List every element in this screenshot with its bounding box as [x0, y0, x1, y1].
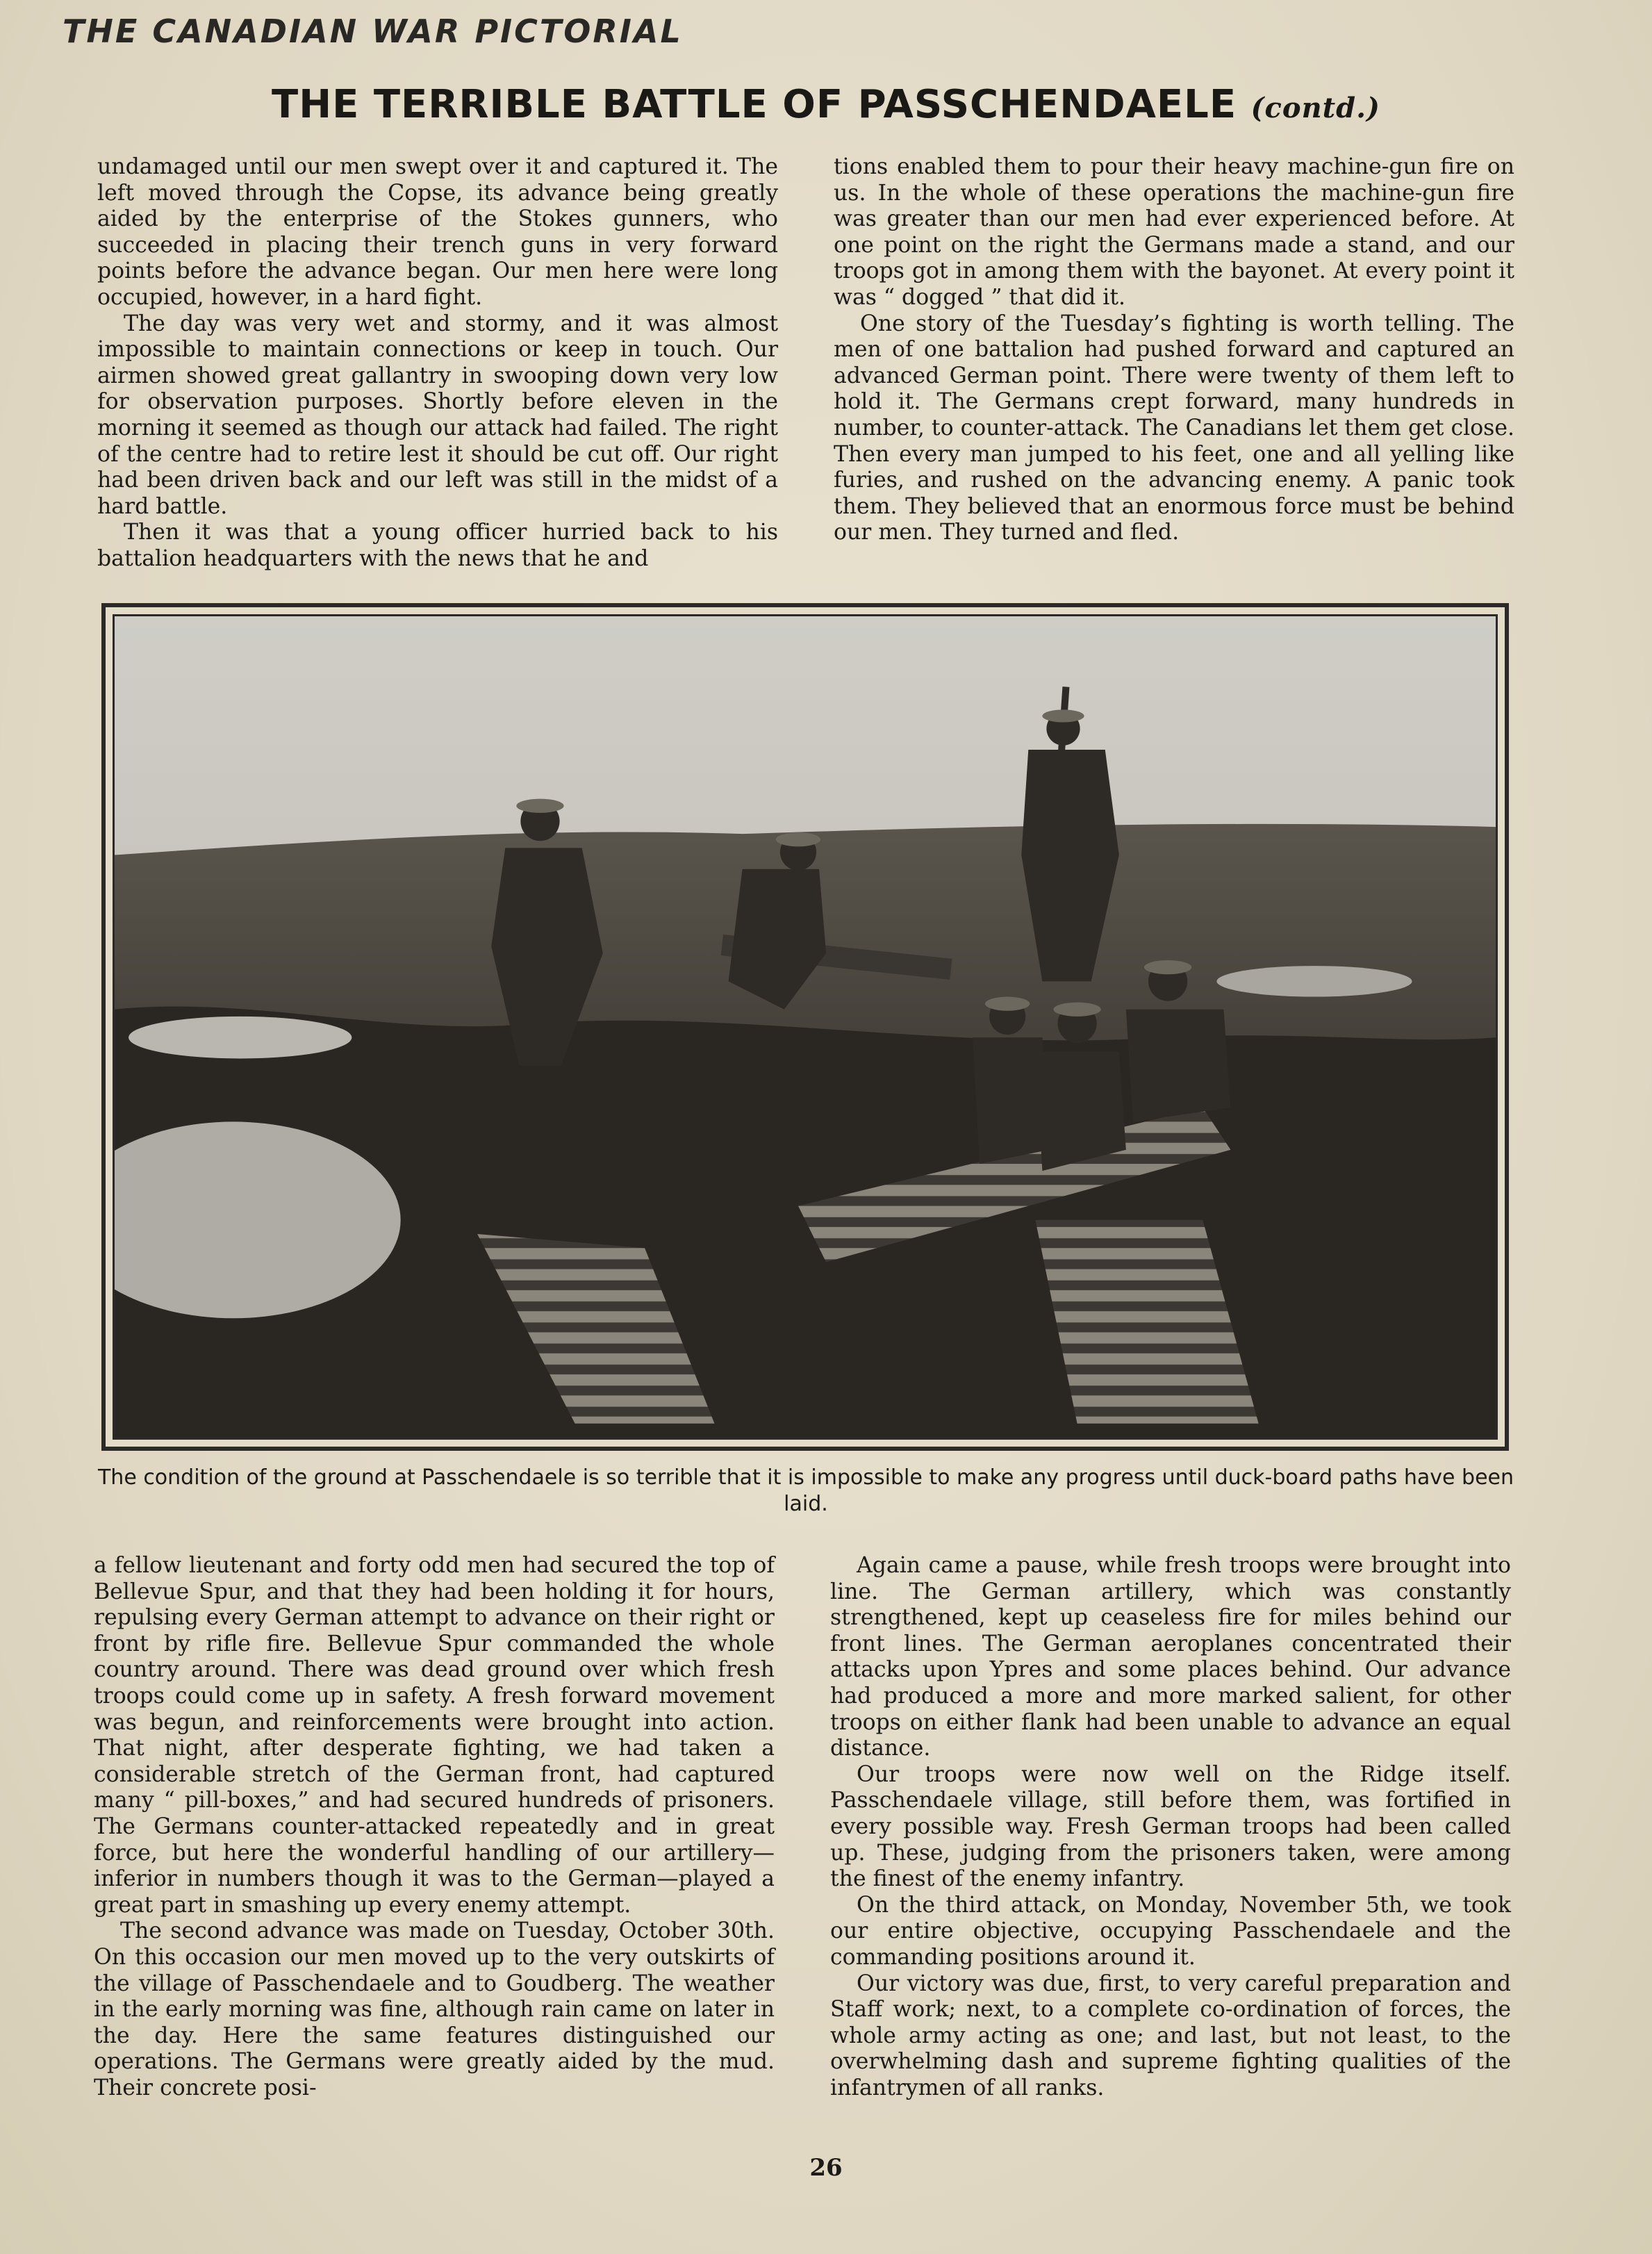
paragraph: The second advance was made on Tuesday, October 30th. On this occasion our men moved up to the very outskirts of the village of Passchendaele and to Goudberg. The weather in the early morning was fine, although rain came on later in the day. Here the same features distinguished our operations. The Germans were greatly aided by the mud. Their concrete posi- — [94, 1918, 775, 2100]
paragraph: Our troops were now well on the Ridge itself. Passchendaele village, still before them, was fortified in every possible way. Fresh German troops had been called up. These, judging from the prisoners taken, were among the finest of the enemy infantry. — [830, 1761, 1511, 1892]
paragraph: On the third attack, on Monday, November 5th, we took our entire objective, occupying Passchendaele and the commanding positions around it. — [830, 1892, 1511, 1970]
paragraph: tions enabled them to pour their heavy machine-gun fire on us. In the whole of these operations the machine-gun fire was greater than our men had ever experienced before. At one point on the right the Germans made a stand, and our troops got in among them with the bayonet. At every point it was “ dogged ” that did it. — [834, 154, 1514, 310]
text-column-top-left — [97, 154, 778, 573]
text-column-bottom-right — [830, 1553, 1511, 2101]
paragraph: Our victory was due, first, to very careful preparation and Staff work; next, to a complete co-ordination of forces, the whole army acting as one; and last, but not least, to the overwhelming dash and supreme fighting qualities of the infantrymen of all ranks. — [830, 1971, 1511, 2100]
paragraph: Then it was that a young officer hurried back to his battalion headquarters with the news that he and — [97, 520, 778, 571]
photo-illustration — [115, 616, 1496, 1438]
article-title — [0, 82, 1652, 127]
text-column-bottom-left — [94, 1553, 775, 2101]
battlefield-photograph — [113, 614, 1498, 1440]
photograph-frame — [101, 603, 1509, 1451]
paragraph: undamaged until our men swept over it and captured it. The left moved through the Copse, its advance being greatly aided by the enterprise of the Stokes gunners, who succeeded in placing their trench guns in very forward points before the advance began. Our men here were long occupied, however, in a hard fight. — [97, 154, 778, 310]
paragraph: Again came a pause, while fresh troops were brought into line. The German artillery, which was constantly strengthened, kept up ceaseless fire for miles behind our front lines. The German aeroplanes concentrated their attacks upon Ypres and some places behind. Our advance had produced a more and more marked salient, for other troops on either flank had been unable to advance an equal distance. — [830, 1553, 1511, 1761]
photo-caption: The condition of the ground at Passchendaele is so terrible that it is impossible to make any progress until duck-board paths have been laid. — [97, 1465, 1514, 1516]
paragraph: a fellow lieutenant and forty odd men had secured the top of Bellevue Spur, and that they had been holding it for hours, repulsing every German attempt to advance on their right or front by rifle fire. Bellevue Spur commanded the whole country around. There was dead ground over which fresh troops could come up in safety. A fresh forward movement was begun, and reinforcements were brought into action. That night, after desperate fighting, we had taken a considerable stretch of the German front, had captured many “ pill-boxes,” and had secured hundreds of prisoners. The Germans counter-attacked repeatedly and in great force, but here the wonderful handling of our artillery—inferior in numbers though it was to the German—played a great part in smashing up every enemy attempt. — [94, 1553, 775, 1918]
paragraph: The day was very wet and stormy, and it was almost impossible to maintain connections or keep in touch. Our airmen showed great gallantry in swooping down very low for observation purposes. Shortly before eleven in the morning it seemed as though our attack had failed. The right of the centre had to retire lest it should be cut off. Our right had been driven back and our left was still in the midst of a hard battle. — [97, 311, 778, 519]
paragraph: One story of the Tuesday’s fighting is worth telling. The men of one battalion had pushed forward and captured an advanced German point. There were twenty of them left to hold it. The Germans crept forward, many hundreds in number, to counter-attack. The Canadians let them get close. Then every man jumped to his feet, one and all yelling like furies, and rushed on the advancing enemy. A panic took them. They believed that an enormous force must be behind our men. They turned and fled. — [834, 311, 1514, 545]
page-number: 26 — [809, 2154, 843, 2182]
title-continued: (contd.) — [1250, 92, 1380, 124]
title-main: THE TERRIBLE BATTLE OF PASSCHENDAELE — [272, 82, 1237, 127]
text-column-top-right — [834, 154, 1514, 546]
running-head: THE CANADIAN WAR PICTORIAL — [63, 13, 683, 50]
